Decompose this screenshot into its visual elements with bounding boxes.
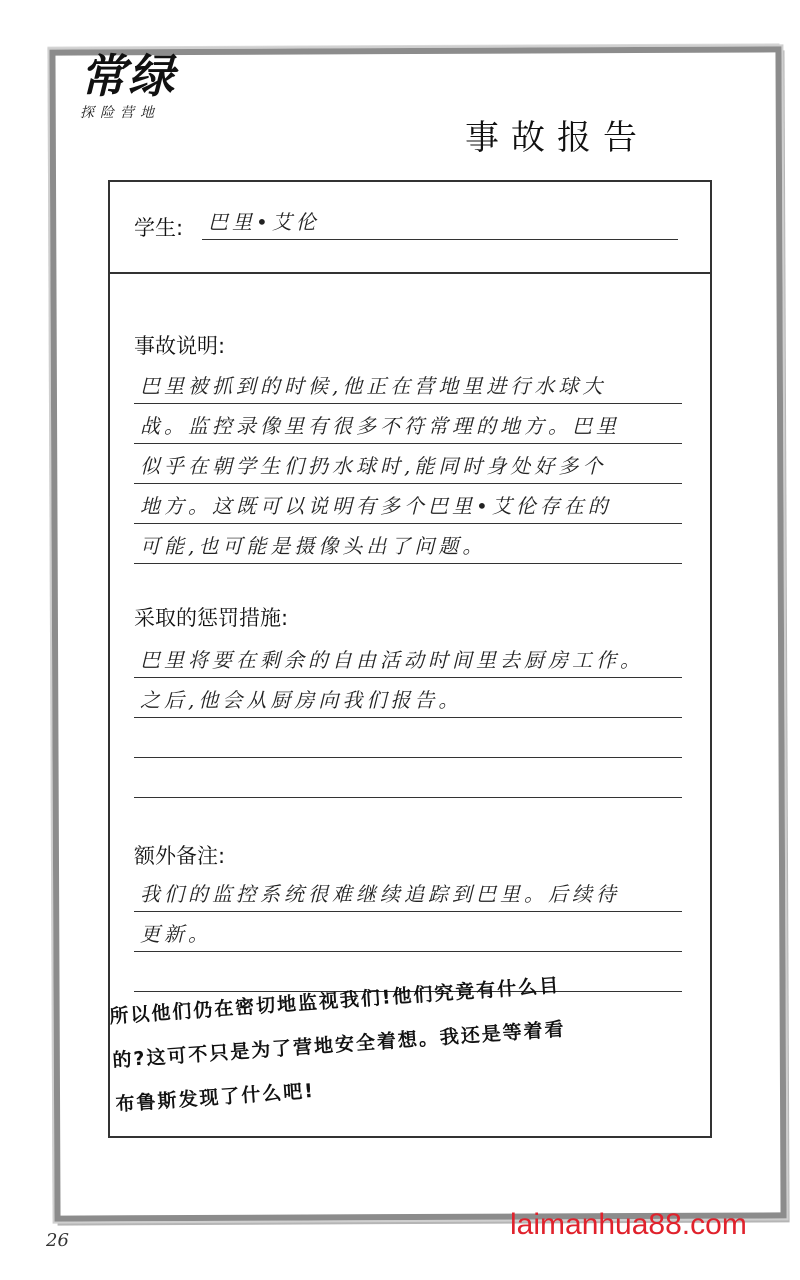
punishment-line: [134, 762, 682, 798]
notes-line: [134, 876, 682, 912]
comic-note-line: 的?这可不只是为了营地安全着想。我还是等着看: [111, 1018, 567, 1072]
student-label: 学生:: [134, 216, 184, 240]
punishment-line: [134, 642, 682, 678]
incident-text: 地方。这既可以说明有多个巴里•艾伦存在的: [140, 494, 612, 518]
incident-text: 战。监控录像里有很多不符常理的地方。巴里: [140, 414, 620, 438]
incident-line: [134, 528, 682, 564]
punishment-line: [134, 722, 682, 758]
incident-line: [134, 488, 682, 524]
punishment-text: 巴里将要在剩余的自由活动时间里去厨房工作。: [140, 648, 644, 672]
student-name-field: [202, 204, 678, 240]
notes-text: 我们的监控系统很难继续追踪到巴里。后续待: [140, 882, 620, 906]
logo-main-text: 常绿: [80, 49, 176, 103]
punishment-text: 之后,他会从厨房向我们报告。: [140, 688, 463, 712]
incident-line: [134, 408, 682, 444]
notes-label: 额外备注:: [134, 844, 226, 868]
incident-line: [134, 448, 682, 484]
notes-text: 更新。: [140, 922, 212, 946]
incident-text: 似乎在朝学生们扔水球时,能同时身处好多个: [140, 454, 607, 478]
logo-sub-text: 探险营地: [80, 105, 160, 121]
punishment-label: 采取的惩罚措施:: [134, 606, 289, 630]
comic-note-line: 所以他们仍在密切地监视我们!他们究竟有什么目: [108, 974, 561, 1028]
report-title: 事故报告: [465, 118, 649, 158]
notes-line: [134, 916, 682, 952]
watermark: laimanhua88.com: [510, 1208, 747, 1241]
student-name: 巴里•艾伦: [208, 210, 320, 234]
incident-text: 巴里被抓到的时候,他正在营地里进行水球大: [140, 374, 607, 398]
camp-logo: [80, 48, 250, 122]
student-row: [110, 182, 710, 274]
punishment-line: [134, 682, 682, 718]
comic-note-line: 布鲁斯发现了什么吧!: [114, 1079, 316, 1116]
incident-text: 可能,也可能是摄像头出了问题。: [140, 534, 487, 558]
page-number: 26: [46, 1230, 69, 1251]
incident-label: 事故说明:: [134, 334, 226, 358]
incident-line: [134, 368, 682, 404]
